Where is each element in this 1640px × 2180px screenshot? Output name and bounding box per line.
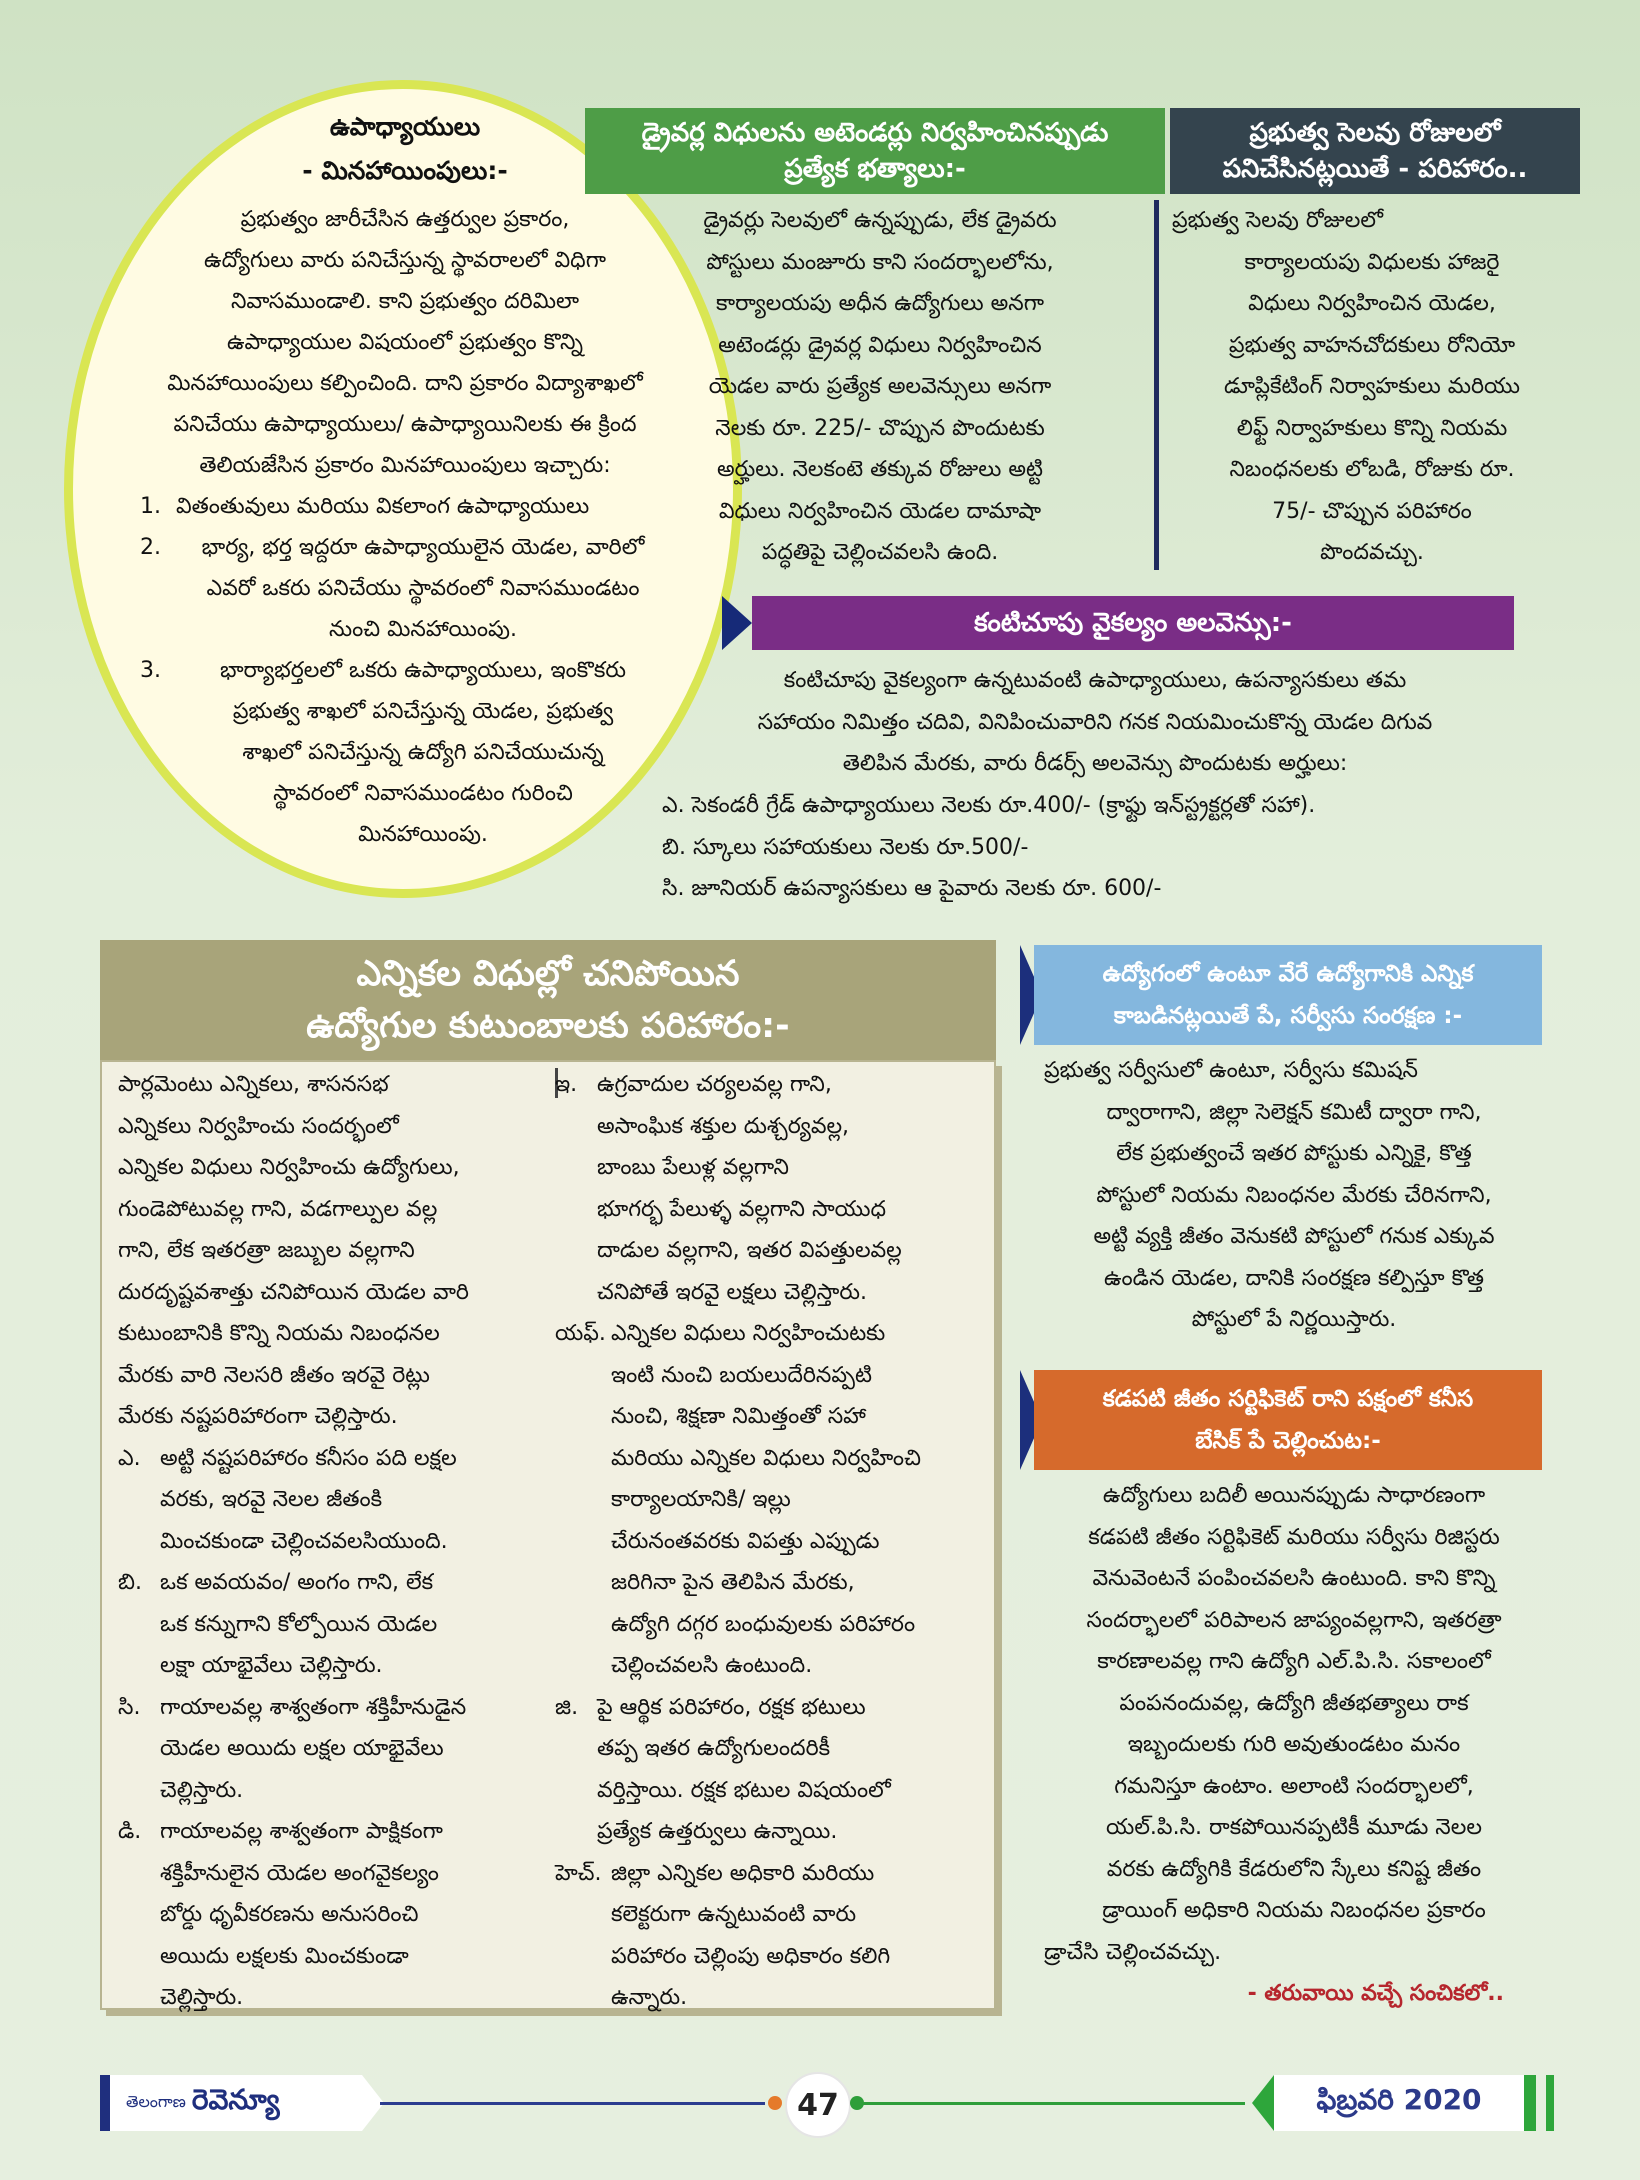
text-line: ద్వారాగాని, జిల్లా సెలెక్షన్ కమిటీ ద్వారా గాని, <box>1106 1099 1482 1125</box>
text-line: డూప్లికేటింగ్ నిర్వాహకులు మరియు <box>1224 374 1520 399</box>
text-line: అయిదు లక్షలకు మించకుండా <box>160 1943 409 1969</box>
text-line: కడపటి జీతం సర్టిఫికెట్ మరియు సర్వీసు రిజిస్టరు <box>1088 1524 1500 1550</box>
text-line: తప్ప ఇతర ఉద్యోగులందరికీ <box>597 1736 831 1761</box>
list-item <box>555 1064 985 1313</box>
text-line: ఉగ్రవాదుల చర్యలవల్ల గాని, <box>597 1072 832 1097</box>
text-line: కారణాలవల్ల గాని ఉద్యోగి ఎల్.పి.సి. సకాలంలో <box>1097 1649 1491 1674</box>
list-marker: హెచ్. <box>555 1860 602 1886</box>
text-line: భార్యాభర్తలలో ఒకరు ఉపాధ్యాయులు, ఇంకొకరు <box>219 658 627 683</box>
text-line: నుంచి, శిక్షణా నిమిత్తంతో సహా <box>611 1404 866 1429</box>
basic-pay-title-line1: కడపటి జీతం సర్టిఫికెట్ రాని పక్షంలో కనీస <box>1102 1386 1474 1412</box>
list-text <box>176 486 670 527</box>
text-line: పరిహారం చెల్లింపు అధికారం కలిగి <box>611 1943 891 1969</box>
column-divider <box>1154 200 1159 570</box>
magazine-brand <box>100 2075 362 2131</box>
list-text <box>160 1438 538 1563</box>
list-marker: ఇ. <box>555 1072 578 1097</box>
vision-intro <box>655 660 1535 785</box>
list-item <box>555 1313 985 1687</box>
text-line: సహాయం నిమిత్తం చదివి, వినిపించువారిని గనక నియమించుకొన్న యెడల దిగువ <box>757 709 1433 735</box>
text-line: పొందవచ్చు. <box>1320 540 1424 565</box>
text-line: పోస్టులో నియమ నిబంధనల మేరకు చేరినగాని, <box>1096 1182 1492 1208</box>
pay-protection-body <box>1044 1050 1544 1341</box>
text-line: 75/- చొప్పున పరిహారం <box>1272 498 1472 524</box>
text-line: భూగర్భ పేలుళ్ళ వల్లగాని సాయుధ <box>597 1196 887 1222</box>
list-text <box>160 1811 538 2019</box>
text-line: పార్లమెంటు ఎన్నికలు, శాసనసభ <box>118 1072 389 1097</box>
list-marker: 1. <box>140 494 161 519</box>
teachers-title: ఉపాధ్యాయులు <box>329 112 481 141</box>
text-line: ఒక అవయవం/ అంగం గాని, లేక <box>160 1570 434 1595</box>
list-item <box>555 1687 985 1853</box>
text-line: లిఫ్ట్ నిర్వాహకులు కొన్ని నియమ <box>1236 415 1508 441</box>
list-text <box>611 1313 985 1687</box>
text-line: జిల్లా ఎన్నికల అధికారి మరియు <box>611 1860 875 1886</box>
list-item <box>555 1853 985 2019</box>
text-line: ఉద్యోగి దగ్గర బంధువులకు పరిహారం <box>611 1611 916 1637</box>
text-line: అర్హులు. నెలకంటె తక్కువ రోజులు అట్టి <box>716 457 1043 482</box>
text-line: ఎన్నికల విధులు నిర్వహించు ఉద్యోగులు, <box>118 1155 460 1180</box>
list-marker: డి. <box>118 1819 142 1844</box>
text-line: మించకుండా చెల్లించవలసియుంది. <box>160 1528 448 1554</box>
text-line: మినహాయింపు. <box>358 822 488 847</box>
text-line: చెల్లిస్తారు. <box>160 1777 244 1803</box>
text-line: ప్రభుత్వ సెలవు రోజులలో <box>1172 208 1384 233</box>
list-marker: జి. <box>555 1694 579 1720</box>
basic-pay-body <box>1044 1475 1544 2015</box>
footer-dot-icon <box>768 2096 782 2110</box>
list-marker: సి. <box>118 1694 141 1720</box>
vision-list <box>662 785 1542 910</box>
text-line: ఉన్నారు. <box>611 1985 688 2010</box>
election-intro <box>118 1064 538 1438</box>
text-line: డ్రాచేసి చెల్లించవచ్చు. <box>1044 1939 1222 1965</box>
text-line: వరకు, ఇరవై నెలల జీతంకి <box>160 1487 383 1512</box>
text-line: ఎవరో ఒకరు పనిచేయు స్థావరంలో నివాసముండటం <box>206 576 640 601</box>
text-line: పై ఆర్థిక పరిహారం, రక్షక భటులు <box>597 1694 866 1720</box>
election-title-line2: ఉద్యోగుల కుటుంబాలకు పరిహారం:- <box>306 1006 790 1046</box>
text-line: మరియు ఎన్నికల విధులు నిర్వహించి <box>611 1445 921 1471</box>
list-marker: యఫ్. <box>555 1321 606 1346</box>
list-marker: 2. <box>140 535 161 560</box>
election-title-line1: ఎన్నికల విధుల్లో చనిపోయిన <box>356 954 740 994</box>
text-line: ఎన్నికల విధులు నిర్వహించుటకు <box>611 1321 886 1346</box>
drivers-title-line1: డ్రైవర్ల విధులను అటెండర్లు నిర్వహించినప్పుడు <box>641 118 1109 148</box>
list-text <box>597 1687 985 1853</box>
text-line: పంపనందువల్ల, ఉద్యోగి జీతభత్యాలు రాక <box>1119 1690 1469 1716</box>
text-line: నెలకు రూ. 225/- చొప్పున పొందుటకు <box>715 415 1045 441</box>
election-header <box>100 940 996 1060</box>
list-text <box>176 650 670 855</box>
text-line: చెల్లించవలసి ఉంటుంది. <box>611 1653 813 1678</box>
text-line: ఇంటి నుంచి బయలుదేరినప్పటి <box>611 1362 872 1388</box>
text-line: భార్య, భర్త ఇద్దరూ ఉపాధ్యాయులైన యెడల, వారిలో <box>201 535 645 560</box>
text-line: జరిగినా పైన తెలిపిన మేరకు, <box>611 1570 855 1595</box>
text-line: కలెక్టరుగా ఉన్నటువంటి వారు <box>611 1902 857 1927</box>
holidays-header <box>1170 108 1580 194</box>
text-line: అట్టి వ్యక్తి జీతం వెనుకటి పోస్టులో గనుక ఎక్కువ <box>1093 1224 1495 1249</box>
text-line: దురదృష్టవశాత్తు చనిపోయిన యెడల వారి <box>118 1279 469 1305</box>
pay-protection-title-line1: ఉద్యోగంలో ఉంటూ వేరే ఉద్యోగానికి ఎన్నిక <box>1102 961 1474 987</box>
text-line: మినహాయింపులు కల్పించింది. దాని ప్రకారం విద్యాశాఖలో <box>167 371 643 396</box>
list-text <box>160 1562 538 1687</box>
list-text <box>597 1064 985 1313</box>
text-line: ప్రభుత్వ వాహనచోదకులు రోనియో <box>1228 332 1516 358</box>
text-line: వెనువెంటనే పంపించవలసి ఉంటుంది. కాని కొన్ని <box>1092 1566 1496 1591</box>
magazine-name-big: రెవెన్యూ <box>191 2083 280 2116</box>
basic-pay-header <box>1034 1370 1542 1470</box>
text-line: అటెండర్లు డ్రైవర్ల విధులు నిర్వహించిన <box>718 332 1042 358</box>
text-line: సందర్భాలలో పరిపాలన జాప్యంవల్లగాని, ఇతరత్రా <box>1086 1607 1502 1633</box>
text-line: ప్రభుత్వ శాఖలో పనిచేస్తున్న యెడల, ప్రభుత్వ <box>232 699 614 724</box>
election-right-column <box>555 1064 985 2019</box>
pay-protection-title-line2: కాబడినట్లయితే పే, సర్వీసు సంరక్షణ :- <box>1113 1003 1463 1029</box>
text-line: యెడల వారు ప్రత్యేక అలవెన్సులు అనగా <box>708 374 1052 399</box>
text-line: విధులు నిర్వహించిన యెడల, <box>1248 291 1496 316</box>
list-item <box>140 527 670 650</box>
page-number: 47 <box>785 2072 851 2138</box>
footer-rule-left <box>380 2102 765 2105</box>
text-line: శాఖలో పనిచేస్తున్న ఉద్యోగి పనిచేయుచున్న <box>242 740 604 765</box>
text-line: కార్యాలయపు విధులకు హాజరై <box>1244 249 1500 275</box>
text-line: స్థావరంలో నివాసముండటం గురించి <box>273 781 573 806</box>
text-line: డ్రైవర్లు సెలవులో ఉన్నప్పుడు, లేక డ్రైవరు <box>703 208 1057 233</box>
holidays-title-line1: ప్రభుత్వ సెలవు రోజులలో <box>1249 118 1501 148</box>
text-line: గాయాలవల్ల శాశ్వతంగా శక్తిహీనుడైన <box>160 1694 467 1720</box>
text-line: ఉపాధ్యాయుల విషయంలో ప్రభుత్వం కొన్ని <box>227 330 583 355</box>
list-item: ఎ. సెకండరీ గ్రేడ్ ఉపాధ్యాయులు నెలకు రూ.400/- (క్రాఫ్టు ఇన్‌స్ట్రక్టర్లతో సహా). <box>662 793 1316 818</box>
drivers-title-line2: ప్రత్యేక భత్యాలు:- <box>784 154 966 184</box>
list-item: బి. స్కూలు సహాయకులు నెలకు రూ.500/- <box>662 834 1029 860</box>
text-line: దాడుల వల్లగాని, ఇతర విపత్తులవల్ల <box>597 1238 902 1263</box>
text-line: పద్ధతిపై చెల్లించవలసి ఉంది. <box>761 540 999 565</box>
text-line: అట్టి నష్టపరిహారం కనీసం పది లక్షల <box>160 1445 457 1471</box>
date-arrow-icon <box>1252 2075 1274 2131</box>
list-item <box>118 1811 538 2019</box>
text-line: కంటిచూపు వైకల్యంగా ఉన్నటువంటి ఉపాధ్యాయులు, ఉపన్యాసకులు తమ <box>783 668 1407 693</box>
text-line: వరకు ఉద్యోగికి కేడరులోని స్కేలు కనిష్ట జీతం <box>1106 1856 1482 1882</box>
text-line: వర్తిస్తాయి. రక్షక భటుల విషయంలో <box>597 1777 891 1803</box>
teachers-intro <box>140 199 670 486</box>
vision-title: కంటిచూపు వైకల్యం అలవెన్సు:- <box>974 608 1292 638</box>
text-line: గుండెపోటువల్ల గాని, వడగాల్పుల వల్ల <box>118 1196 438 1222</box>
list-marker: ఎ. <box>118 1445 141 1471</box>
continued-note: - తరువాయి వచ్చే సంచికలో.. <box>1247 1981 1504 2006</box>
list-item <box>118 1438 538 1563</box>
text-line: అసాంఘిక శక్తుల దుశ్చర్యవల్ల, <box>597 1113 850 1139</box>
text-line: నుంచి మినహాయింపు. <box>329 617 517 642</box>
text-line: యల్.పి.సి. రాకపోయినప్పటికీ మూడు నెలల <box>1106 1815 1482 1840</box>
election-left-column <box>118 1064 538 2019</box>
text-line: బోర్డు ధృవీకరణను అనుసరించి <box>160 1902 419 1927</box>
text-line: నివాసముండాలి. కాని ప్రభుత్వం దరిమిలా <box>230 289 580 314</box>
text-line: చెల్లిస్తారు. <box>160 1985 244 2010</box>
text-line: లక్షా యాభైవేలు చెల్లిస్తారు. <box>160 1653 383 1678</box>
vision-header <box>752 596 1514 650</box>
text-line: పనిచేయు ఉపాధ్యాయులు/ ఉపాధ్యాయినిలకు ఈ క్రింద <box>173 412 637 437</box>
text-line: కార్యాలయానికి/ ఇల్లు <box>611 1487 791 1512</box>
text-line: కుటుంబానికి కొన్ని నియమ నిబంధనల <box>118 1321 440 1346</box>
text-line: చనిపోతే ఇరవై లక్షలు చెల్లిస్తారు. <box>597 1279 867 1305</box>
text-line: ప్రత్యేక ఉత్తర్వులు ఉన్నాయి. <box>597 1819 838 1844</box>
text-line: లేక ప్రభుత్వంచే ఇతర పోస్టుకు ఎన్నికై, కొత్త <box>1116 1141 1472 1166</box>
date-bar <box>1546 2075 1554 2131</box>
teachers-subtitle: - మినహాయింపులు:- <box>302 156 508 185</box>
text-line: ఉండిన యెడల, దానికి సంరక్షణ కల్పిస్తూ కొత్త <box>1103 1265 1485 1291</box>
text-line: వితంతువులు మరియు వికలాంగ ఉపాధ్యాయులు <box>176 494 590 519</box>
list-marker: 3. <box>140 658 161 683</box>
list-text <box>611 1853 985 2019</box>
text-line: మేరకు వారి నెలసరి జీతం ఇరవై రెట్లు <box>118 1362 430 1388</box>
text-line: నిబంధనలకు లోబడి, రోజుకు రూ. <box>1229 457 1515 482</box>
list-item <box>140 486 670 527</box>
text-line: ప్రభుత్వ సర్వీసులో ఉంటూ, సర్వీసు కమిషన్ <box>1044 1058 1418 1083</box>
basic-pay-title-line2: బేసిక్ పే చెల్లించుట:- <box>1195 1428 1381 1454</box>
text-line: బాంబు పేలుళ్ల వల్లగాని <box>597 1155 789 1180</box>
text-line: విధులు నిర్వహించిన యెడల దామాషా <box>718 498 1042 524</box>
list-item <box>118 1562 538 1687</box>
text-line: డ్రాయింగ్ అధికారి నియమ నిబంధనల ప్రకారం <box>1102 1898 1486 1923</box>
pay-protection-header <box>1034 945 1542 1045</box>
text-line: యెడల అయిదు లక్షల యాభైవేలు <box>160 1736 444 1761</box>
text-line: చేరునంతవరకు విపత్తు ఎప్పుడు <box>611 1528 880 1554</box>
holidays-title-line2: పనిచేసినట్లయితే - పరిహారం.. <box>1222 154 1528 184</box>
list-item <box>140 650 670 855</box>
drivers-header <box>585 108 1165 194</box>
text-line: శక్తిహీనులైన యెడల అంగవైకల్యం <box>160 1860 439 1886</box>
text-line: పోస్టులో పే నిర్ణయిస్తారు. <box>1191 1307 1397 1332</box>
text-line: ఉద్యోగులు వారు పనిచేస్తున్న స్థావరాలలో విధిగా <box>204 248 606 273</box>
list-marker: బి. <box>118 1570 142 1595</box>
text-line: పోస్టులు మంజూరు కాని సందర్భాలలోను, <box>706 249 1054 275</box>
holidays-body <box>1172 200 1572 574</box>
list-text <box>160 1687 538 1812</box>
list-item: సి. జూనియర్ ఉపన్యాసకులు ఆ పైవారు నెలకు రూ. 600/- <box>662 876 1162 901</box>
text-line: ఉద్యోగులు బదిలీ అయినప్పుడు సాధారణంగా <box>1102 1483 1486 1508</box>
text-line: ఒక కన్నుగాని కోల్పోయిన యెడల <box>160 1611 438 1637</box>
teachers-section <box>140 105 670 855</box>
text-line: గమనిస్తూ ఉంటాం. అలాంటి సందర్భాలలో, <box>1114 1773 1474 1799</box>
list-text <box>176 527 670 650</box>
list-item <box>118 1687 538 1812</box>
issue-date-box <box>1274 2075 1536 2131</box>
text-line: ఇబ్బందులకు గురి అవుతుండటం మనం <box>1127 1732 1461 1757</box>
teachers-list <box>140 486 670 855</box>
text-line: తెలిపిన మేరకు, వారు రీడర్స్ అలవెన్సు పొందుటకు అర్హులు: <box>842 751 1348 776</box>
drivers-body <box>600 200 1160 574</box>
text-line: గాని, లేక ఇతరత్రా జబ్బుల వల్లగాని <box>118 1238 415 1263</box>
vision-arrow-icon <box>722 596 752 650</box>
text-line: కార్యాలయపు అధీన ఉద్యోగులు అనగా <box>716 291 1044 316</box>
issue-date: ఫిబ్రవరి 2020 <box>1316 2083 1482 2116</box>
text-line: ఎన్నికలు నిర్వహించు సందర్భంలో <box>118 1113 399 1139</box>
text-line: గాయాలవల్ల శాశ్వతంగా పాక్షికంగా <box>160 1819 443 1844</box>
magazine-name-small: తెలంగాణ <box>126 2091 186 2111</box>
footer-rule-right <box>860 2102 1245 2105</box>
text-line: ప్రభుత్వం జారీచేసిన ఉత్తర్వుల ప్రకారం, <box>240 207 570 232</box>
text-line: తెలియజేసిన ప్రకారం మినహాయింపులు ఇచ్చారు: <box>199 453 611 478</box>
text-line: మేరకు నష్టపరిహారంగా చెల్లిస్తారు. <box>118 1404 398 1429</box>
